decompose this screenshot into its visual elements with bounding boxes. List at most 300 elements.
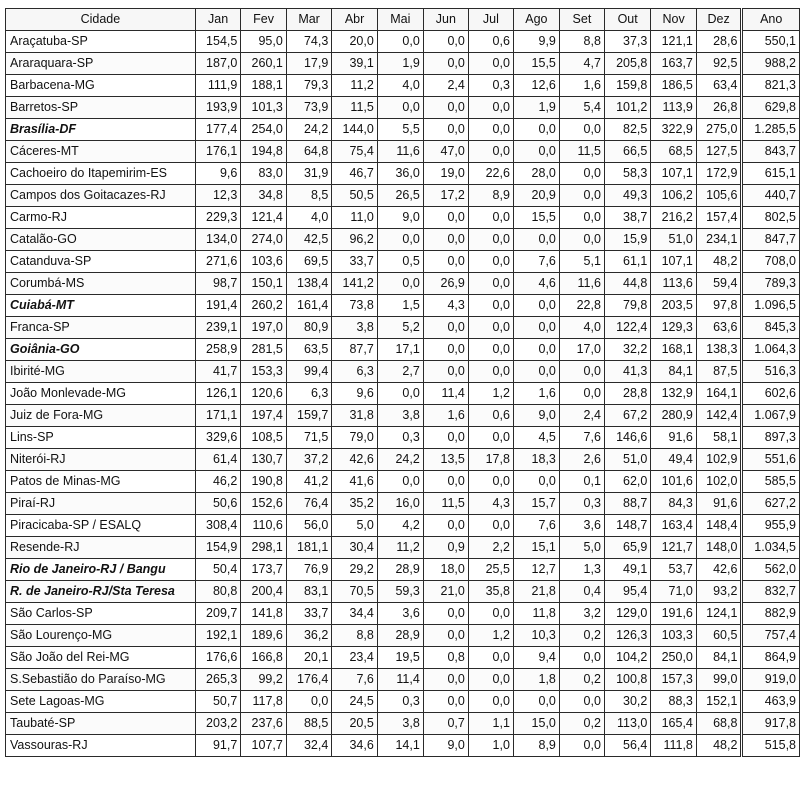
month-value-cell: 20,0	[332, 31, 378, 53]
month-value-cell: 4,3	[468, 493, 513, 515]
city-cell: Rio de Janeiro-RJ / Bangu	[6, 559, 196, 581]
city-cell: Piracicaba-SP / ESALQ	[6, 515, 196, 537]
month-value-cell: 19,5	[377, 647, 423, 669]
month-value-cell: 121,4	[241, 207, 287, 229]
annual-total-cell: 832,7	[742, 581, 800, 603]
month-value-cell: 1,3	[559, 559, 604, 581]
month-value-cell: 17,1	[377, 339, 423, 361]
month-value-cell: 0,4	[559, 581, 604, 603]
month-value-cell: 141,8	[241, 603, 287, 625]
month-value-cell: 9,4	[513, 647, 559, 669]
month-value-cell: 13,5	[423, 449, 468, 471]
month-value-cell: 107,1	[651, 251, 697, 273]
month-value-cell: 92,5	[696, 53, 742, 75]
month-value-cell: 53,7	[651, 559, 697, 581]
month-value-cell: 1,9	[513, 97, 559, 119]
month-value-cell: 15,1	[513, 537, 559, 559]
month-value-cell: 0,0	[468, 141, 513, 163]
month-value-cell: 146,6	[604, 427, 650, 449]
month-value-cell: 42,6	[332, 449, 378, 471]
month-value-cell: 46,2	[195, 471, 241, 493]
month-value-cell: 65,9	[604, 537, 650, 559]
city-cell: Araraquara-SP	[6, 53, 196, 75]
month-value-cell: 73,8	[332, 295, 378, 317]
month-value-cell: 28,9	[377, 559, 423, 581]
month-value-cell: 0,0	[559, 119, 604, 141]
annual-total-cell: 440,7	[742, 185, 800, 207]
month-value-cell: 122,4	[604, 317, 650, 339]
month-value-cell: 28,8	[604, 383, 650, 405]
month-value-cell: 153,3	[241, 361, 287, 383]
annual-total-cell: 802,5	[742, 207, 800, 229]
city-cell: Carmo-RJ	[6, 207, 196, 229]
month-value-cell: 113,6	[651, 273, 697, 295]
month-value-cell: 17,0	[559, 339, 604, 361]
month-value-cell: 0,0	[423, 229, 468, 251]
month-value-cell: 46,7	[332, 163, 378, 185]
annual-total-cell: 789,3	[742, 273, 800, 295]
header-nov: Nov	[651, 9, 697, 31]
month-value-cell: 144,0	[332, 119, 378, 141]
month-value-cell: 157,4	[696, 207, 742, 229]
month-value-cell: 17,9	[286, 53, 332, 75]
month-value-cell: 0,0	[468, 295, 513, 317]
month-value-cell: 124,1	[696, 603, 742, 625]
month-value-cell: 34,4	[332, 603, 378, 625]
table-row	[6, 581, 800, 603]
month-value-cell: 71,5	[286, 427, 332, 449]
month-value-cell: 107,1	[651, 163, 697, 185]
month-value-cell: 148,4	[696, 515, 742, 537]
table-row	[6, 339, 800, 361]
month-value-cell: 0,0	[513, 229, 559, 251]
month-value-cell: 168,1	[651, 339, 697, 361]
month-value-cell: 16,0	[377, 493, 423, 515]
month-value-cell: 216,2	[651, 207, 697, 229]
month-value-cell: 9,6	[332, 383, 378, 405]
city-cell: São Lourenço-MG	[6, 625, 196, 647]
month-value-cell: 9,0	[513, 405, 559, 427]
month-value-cell: 9,9	[513, 31, 559, 53]
month-value-cell: 83,1	[286, 581, 332, 603]
month-value-cell: 8,5	[286, 185, 332, 207]
month-value-cell: 197,4	[241, 405, 287, 427]
month-value-cell: 0,0	[423, 361, 468, 383]
month-value-cell: 80,9	[286, 317, 332, 339]
month-value-cell: 26,8	[696, 97, 742, 119]
month-value-cell: 20,1	[286, 647, 332, 669]
month-value-cell: 0,0	[377, 31, 423, 53]
month-value-cell: 76,4	[286, 493, 332, 515]
month-value-cell: 0,0	[468, 691, 513, 713]
month-value-cell: 172,9	[696, 163, 742, 185]
month-value-cell: 83,0	[241, 163, 287, 185]
month-value-cell: 79,0	[332, 427, 378, 449]
month-value-cell: 0,0	[468, 603, 513, 625]
month-value-cell: 190,8	[241, 471, 287, 493]
month-value-cell: 0,5	[377, 251, 423, 273]
month-value-cell: 0,0	[559, 647, 604, 669]
month-value-cell: 154,9	[195, 537, 241, 559]
month-value-cell: 0,0	[377, 97, 423, 119]
month-value-cell: 19,0	[423, 163, 468, 185]
city-cell: João Monlevade-MG	[6, 383, 196, 405]
month-value-cell: 181,1	[286, 537, 332, 559]
month-value-cell: 44,8	[604, 273, 650, 295]
month-value-cell: 3,8	[332, 317, 378, 339]
month-value-cell: 0,0	[513, 339, 559, 361]
month-value-cell: 308,4	[195, 515, 241, 537]
month-value-cell: 274,0	[241, 229, 287, 251]
month-value-cell: 0,0	[559, 229, 604, 251]
month-value-cell: 265,3	[195, 669, 241, 691]
month-value-cell: 79,3	[286, 75, 332, 97]
month-value-cell: 20,5	[332, 713, 378, 735]
month-value-cell: 113,0	[604, 713, 650, 735]
month-value-cell: 0,0	[468, 427, 513, 449]
month-value-cell: 63,5	[286, 339, 332, 361]
month-value-cell: 33,7	[332, 251, 378, 273]
month-value-cell: 129,0	[604, 603, 650, 625]
month-value-cell: 166,8	[241, 647, 287, 669]
table-row	[6, 317, 800, 339]
month-value-cell: 11,4	[377, 669, 423, 691]
city-cell: Cuiabá-MT	[6, 295, 196, 317]
month-value-cell: 51,0	[604, 449, 650, 471]
month-value-cell: 41,6	[332, 471, 378, 493]
month-value-cell: 91,6	[651, 427, 697, 449]
table-row	[6, 559, 800, 581]
month-value-cell: 117,8	[241, 691, 287, 713]
table-row	[6, 405, 800, 427]
month-value-cell: 11,5	[423, 493, 468, 515]
month-value-cell: 102,9	[696, 449, 742, 471]
month-value-cell: 67,2	[604, 405, 650, 427]
table-row	[6, 625, 800, 647]
month-value-cell: 8,9	[513, 735, 559, 757]
month-value-cell: 163,4	[651, 515, 697, 537]
month-value-cell: 120,6	[241, 383, 287, 405]
month-value-cell: 197,0	[241, 317, 287, 339]
month-value-cell: 0,0	[513, 471, 559, 493]
month-value-cell: 148,7	[604, 515, 650, 537]
month-value-cell: 173,7	[241, 559, 287, 581]
month-value-cell: 161,4	[286, 295, 332, 317]
month-value-cell: 132,9	[651, 383, 697, 405]
month-value-cell: 31,8	[332, 405, 378, 427]
month-value-cell: 1,6	[513, 383, 559, 405]
month-value-cell: 0,1	[559, 471, 604, 493]
month-value-cell: 0,8	[423, 647, 468, 669]
month-value-cell: 102,0	[696, 471, 742, 493]
month-value-cell: 3,6	[559, 515, 604, 537]
table-row	[6, 449, 800, 471]
month-value-cell: 0,3	[377, 427, 423, 449]
table-row	[6, 163, 800, 185]
month-value-cell: 24,2	[286, 119, 332, 141]
month-value-cell: 37,3	[604, 31, 650, 53]
month-value-cell: 38,7	[604, 207, 650, 229]
header-fev: Fev	[241, 9, 287, 31]
month-value-cell: 0,0	[468, 471, 513, 493]
month-value-cell: 0,3	[468, 75, 513, 97]
month-value-cell: 28,6	[696, 31, 742, 53]
month-value-cell: 3,8	[377, 713, 423, 735]
month-value-cell: 8,9	[468, 185, 513, 207]
month-value-cell: 138,3	[696, 339, 742, 361]
month-value-cell: 229,3	[195, 207, 241, 229]
month-value-cell: 0,0	[423, 603, 468, 625]
month-value-cell: 134,0	[195, 229, 241, 251]
month-value-cell: 107,7	[241, 735, 287, 757]
month-value-cell: 10,3	[513, 625, 559, 647]
city-cell: Araçatuba-SP	[6, 31, 196, 53]
annual-total-cell: 708,0	[742, 251, 800, 273]
month-value-cell: 0,0	[468, 339, 513, 361]
month-value-cell: 176,4	[286, 669, 332, 691]
month-value-cell: 3,2	[559, 603, 604, 625]
table-row	[6, 229, 800, 251]
month-value-cell: 18,3	[513, 449, 559, 471]
month-value-cell: 7,6	[559, 427, 604, 449]
month-value-cell: 0,0	[423, 471, 468, 493]
month-value-cell: 281,5	[241, 339, 287, 361]
month-value-cell: 192,1	[195, 625, 241, 647]
annual-total-cell: 627,2	[742, 493, 800, 515]
month-value-cell: 154,5	[195, 31, 241, 53]
month-value-cell: 33,7	[286, 603, 332, 625]
month-value-cell: 60,5	[696, 625, 742, 647]
month-value-cell: 0,2	[559, 713, 604, 735]
month-value-cell: 75,4	[332, 141, 378, 163]
month-value-cell: 142,4	[696, 405, 742, 427]
month-value-cell: 188,1	[241, 75, 287, 97]
month-value-cell: 1,1	[468, 713, 513, 735]
month-value-cell: 205,8	[604, 53, 650, 75]
month-value-cell: 26,9	[423, 273, 468, 295]
month-value-cell: 71,0	[651, 581, 697, 603]
month-value-cell: 0,0	[468, 361, 513, 383]
city-cell: Barbacena-MG	[6, 75, 196, 97]
month-value-cell: 159,8	[604, 75, 650, 97]
city-cell: Corumbá-MS	[6, 273, 196, 295]
table-row	[6, 141, 800, 163]
month-value-cell: 2,6	[559, 449, 604, 471]
month-value-cell: 50,4	[195, 559, 241, 581]
month-value-cell: 0,0	[423, 625, 468, 647]
table-row	[6, 207, 800, 229]
month-value-cell: 11,6	[559, 273, 604, 295]
month-value-cell: 11,6	[377, 141, 423, 163]
header-mar: Mar	[286, 9, 332, 31]
month-value-cell: 0,0	[377, 471, 423, 493]
month-value-cell: 203,2	[195, 713, 241, 735]
annual-total-cell: 864,9	[742, 647, 800, 669]
month-value-cell: 176,6	[195, 647, 241, 669]
table-row	[6, 119, 800, 141]
annual-total-cell: 515,8	[742, 735, 800, 757]
month-value-cell: 32,2	[604, 339, 650, 361]
month-value-cell: 176,1	[195, 141, 241, 163]
month-value-cell: 42,6	[696, 559, 742, 581]
month-value-cell: 280,9	[651, 405, 697, 427]
month-value-cell: 12,6	[513, 75, 559, 97]
month-value-cell: 177,4	[195, 119, 241, 141]
city-cell: Resende-RJ	[6, 537, 196, 559]
month-value-cell: 11,4	[423, 383, 468, 405]
month-value-cell: 100,8	[604, 669, 650, 691]
month-value-cell: 0,0	[513, 295, 559, 317]
header-mai: Mai	[377, 9, 423, 31]
month-value-cell: 76,9	[286, 559, 332, 581]
table-row	[6, 493, 800, 515]
month-value-cell: 0,0	[423, 317, 468, 339]
month-value-cell: 12,3	[195, 185, 241, 207]
month-value-cell: 74,3	[286, 31, 332, 53]
month-value-cell: 18,0	[423, 559, 468, 581]
month-value-cell: 260,2	[241, 295, 287, 317]
month-value-cell: 0,0	[559, 735, 604, 757]
month-value-cell: 15,5	[513, 53, 559, 75]
month-value-cell: 129,3	[651, 317, 697, 339]
annual-total-cell: 629,8	[742, 97, 800, 119]
month-value-cell: 101,2	[604, 97, 650, 119]
month-value-cell: 30,4	[332, 537, 378, 559]
month-value-cell: 98,7	[195, 273, 241, 295]
table-row	[6, 31, 800, 53]
month-value-cell: 0,0	[468, 97, 513, 119]
month-value-cell: 24,2	[377, 449, 423, 471]
annual-total-cell: 1.064,3	[742, 339, 800, 361]
month-value-cell: 163,7	[651, 53, 697, 75]
annual-total-cell: 843,7	[742, 141, 800, 163]
table-row	[6, 647, 800, 669]
city-cell: Cachoeiro do Itapemirim-ES	[6, 163, 196, 185]
month-value-cell: 0,0	[468, 515, 513, 537]
month-value-cell: 88,3	[651, 691, 697, 713]
month-value-cell: 194,8	[241, 141, 287, 163]
month-value-cell: 104,2	[604, 647, 650, 669]
month-value-cell: 49,1	[604, 559, 650, 581]
month-value-cell: 0,0	[423, 119, 468, 141]
header-set: Set	[559, 9, 604, 31]
month-value-cell: 79,8	[604, 295, 650, 317]
month-value-cell: 50,7	[195, 691, 241, 713]
month-value-cell: 0,0	[423, 251, 468, 273]
month-value-cell: 68,5	[651, 141, 697, 163]
month-value-cell: 63,4	[696, 75, 742, 97]
month-value-cell: 88,7	[604, 493, 650, 515]
month-value-cell: 103,6	[241, 251, 287, 273]
header-ago: Ago	[513, 9, 559, 31]
month-value-cell: 0,2	[559, 625, 604, 647]
month-value-cell: 20,9	[513, 185, 559, 207]
table-row	[6, 713, 800, 735]
month-value-cell: 15,5	[513, 207, 559, 229]
month-value-cell: 0,0	[468, 669, 513, 691]
month-value-cell: 58,1	[696, 427, 742, 449]
city-cell: S.Sebastião do Paraíso-MG	[6, 669, 196, 691]
month-value-cell: 41,2	[286, 471, 332, 493]
month-value-cell: 200,4	[241, 581, 287, 603]
month-value-cell: 0,0	[559, 207, 604, 229]
month-value-cell: 84,3	[651, 493, 697, 515]
month-value-cell: 3,6	[377, 603, 423, 625]
month-value-cell: 30,2	[604, 691, 650, 713]
month-value-cell: 28,9	[377, 625, 423, 647]
month-value-cell: 0,3	[559, 493, 604, 515]
month-value-cell: 11,5	[559, 141, 604, 163]
annual-total-cell: 516,3	[742, 361, 800, 383]
month-value-cell: 49,3	[604, 185, 650, 207]
month-value-cell: 234,1	[696, 229, 742, 251]
month-value-cell: 6,3	[332, 361, 378, 383]
month-value-cell: 15,0	[513, 713, 559, 735]
month-value-cell: 61,1	[604, 251, 650, 273]
month-value-cell: 0,0	[513, 141, 559, 163]
month-value-cell: 0,0	[468, 647, 513, 669]
month-value-cell: 0,0	[286, 691, 332, 713]
rainfall-table-container	[5, 8, 800, 757]
month-value-cell: 152,6	[241, 493, 287, 515]
month-value-cell: 191,4	[195, 295, 241, 317]
month-value-cell: 105,6	[696, 185, 742, 207]
month-value-cell: 11,0	[332, 207, 378, 229]
month-value-cell: 41,3	[604, 361, 650, 383]
month-value-cell: 2,4	[559, 405, 604, 427]
month-value-cell: 165,4	[651, 713, 697, 735]
annual-total-cell: 463,9	[742, 691, 800, 713]
month-value-cell: 39,1	[332, 53, 378, 75]
month-value-cell: 0,0	[423, 97, 468, 119]
month-value-cell: 237,6	[241, 713, 287, 735]
header-cidade: Cidade	[6, 9, 196, 31]
month-value-cell: 15,7	[513, 493, 559, 515]
month-value-cell: 0,0	[559, 691, 604, 713]
month-value-cell: 0,2	[559, 669, 604, 691]
month-value-cell: 68,8	[696, 713, 742, 735]
month-value-cell: 9,6	[195, 163, 241, 185]
month-value-cell: 9,0	[423, 735, 468, 757]
month-value-cell: 97,8	[696, 295, 742, 317]
annual-total-cell: 585,5	[742, 471, 800, 493]
month-value-cell: 91,7	[195, 735, 241, 757]
table-row	[6, 515, 800, 537]
month-value-cell: 25,5	[468, 559, 513, 581]
month-value-cell: 12,7	[513, 559, 559, 581]
month-value-cell: 88,5	[286, 713, 332, 735]
month-value-cell: 101,6	[651, 471, 697, 493]
month-value-cell: 50,6	[195, 493, 241, 515]
month-value-cell: 186,5	[651, 75, 697, 97]
month-value-cell: 5,2	[377, 317, 423, 339]
month-value-cell: 5,5	[377, 119, 423, 141]
month-value-cell: 95,0	[241, 31, 287, 53]
month-value-cell: 4,0	[377, 75, 423, 97]
month-value-cell: 189,6	[241, 625, 287, 647]
month-value-cell: 42,5	[286, 229, 332, 251]
header-ano: Ano	[742, 9, 800, 31]
month-value-cell: 37,2	[286, 449, 332, 471]
month-value-cell: 17,8	[468, 449, 513, 471]
month-value-cell: 0,0	[513, 317, 559, 339]
month-value-cell: 164,1	[696, 383, 742, 405]
annual-total-cell: 847,7	[742, 229, 800, 251]
month-value-cell: 298,1	[241, 537, 287, 559]
month-value-cell: 0,0	[423, 31, 468, 53]
month-value-cell: 7,6	[513, 251, 559, 273]
annual-total-cell: 562,0	[742, 559, 800, 581]
